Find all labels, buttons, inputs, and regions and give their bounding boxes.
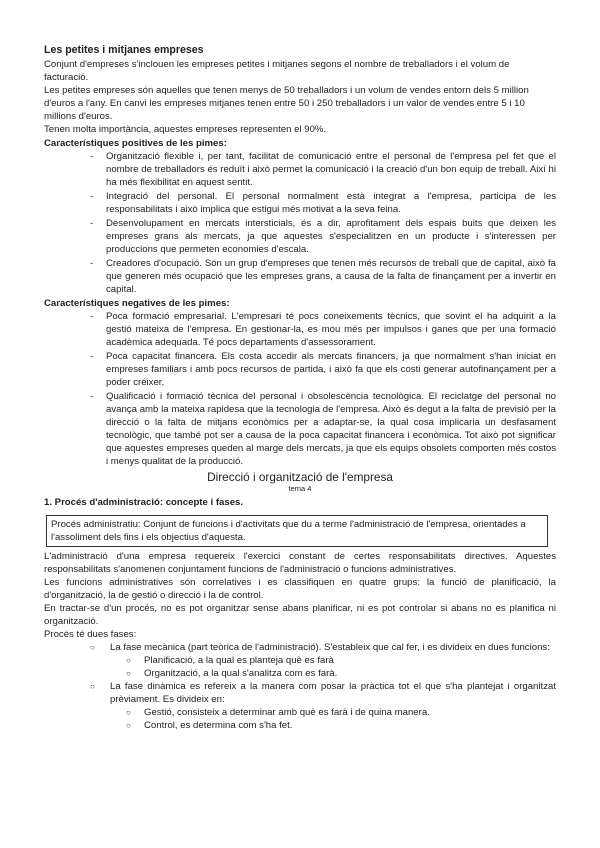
sub-item: ○ Control, es determina com s'ha fet. <box>44 719 556 732</box>
sub-item: ○ Organització, a la qual s'analitza com es farà. <box>44 667 556 680</box>
intro-paragraph: Conjunt d'empreses s'inclouen les empreses petites i mitjanes segons el nombre de treballadors i el volum de facturació. <box>44 59 510 83</box>
chapter-subtitle: tema 4 <box>288 484 312 493</box>
definition-box <box>46 515 548 547</box>
list-item: - Organització flexible i, per tant, facilitat de comunicació entre el personal de l'empresa pel fet que el nombre de treballadors és reduït i això permet la comunicació i la creació d'un bon equip de treball. Així hi ha més flexibilitat en aquest sentit. <box>44 150 556 189</box>
phase-item <box>44 641 556 680</box>
phase-sublist <box>110 654 556 680</box>
body-paragraph: Procés té dues fases: <box>44 629 137 640</box>
positives-list <box>44 150 556 296</box>
list-item: - Desenvolupament en mercats intersticials, és a dir, aprofitament dels espais buits que deixen les empreses grans als mercats, ja que aquestes s'especialitzen en un producte i s'interessen per produccions que permeten economies d'escala. <box>44 217 556 256</box>
sub-item: ○ Gestió, consisteix a determinar amb què es farà i de quina manera. <box>44 706 556 719</box>
positives-heading: Característiques positives de les pimes: <box>44 138 227 149</box>
phase-text: La fase dinàmica es refereix a la manera com posar la pràctica tot el que s'ha plantejat i organitzat prèviament. Es divideix en: <box>110 681 556 705</box>
list-item: - Poca formació empresarial. L'empresari té pocs coneixements tècnics, que sovint el ha adquirit a la gestió mateixa de l'empresa. En gestionar-la, es mou més per impulsos i ganes que per una formació acadèmica adequada. Té pocs departaments d'assessorament. <box>44 310 556 349</box>
body-paragraph: L'administració d'una empresa requereix l'exercici constant de certes responsabilitats directives. Aquestes responsabilitats s'anomenen conjuntament funcions de l'administració o funcions administratives. <box>44 551 556 575</box>
body-paragraph: En tractar-se d'un procés, no es pot organitzar sense abans planificar, ni es pot controlar si abans no es planifica ni organització. <box>44 603 556 627</box>
body-paragraph: Les funcions administratives són correlatives i es classifiquen en quatre grups: la funció de planificació, la d'organització, la de gestió o direcció i la de control. <box>44 577 556 601</box>
phase-sublist <box>110 706 556 732</box>
list-item: - Poca capacitat financera. Els costa accedir als mercats financers, ja que normalment s'han iniciat en empreses familiars i amb pocs recursos de partida, i això fa que els costi generar autofinançament per a poder créixer. <box>44 350 556 389</box>
sub-item: ○ Planificació, a la qual es planteja què es farà <box>44 654 556 667</box>
section-heading-pimes: Les petites i mitjanes empreses <box>44 44 204 56</box>
list-item: - Integració del personal. El personal normalment està integrat a l'empresa, participa de les responsabilitats i això implica que estigui més motivat a la seva feina. <box>44 190 556 216</box>
intro-paragraph: Tenen molta importància, aquestes empreses representen el 90%. <box>44 124 327 135</box>
negatives-list <box>44 310 556 468</box>
definition-text: Procés administratiu: Conjunt de funcions i d'activitats que du a terme l'administració de l'empresa, orientades a l'assoliment dels fins i els objectius d'aquesta. <box>51 519 526 543</box>
phase-item <box>44 680 556 732</box>
phases-list <box>44 641 556 732</box>
intro-block <box>44 58 556 136</box>
intro-paragraph: Les petites empreses són aquelles que tenen menys de 50 treballadors i un volum de vendes entorn dels 5 million d'euros a l'any. En canvi les empreses mitjanes tenen entre 50 i 250 treballadors i un valor de vendes entre 5 i 10 millions d'euros. <box>44 85 529 122</box>
chapter-title: Direcció i organització de l'empresa <box>207 470 393 484</box>
negatives-heading: Característiques negatives de les pimes: <box>44 298 230 309</box>
list-item: - Qualificació i formació tècnica del personal i obsolescència tecnològica. El reciclatge del personal no avança amb la mateixa rapidesa que la tecnologia de l'empresa. Això és degut a la falta de previsió per la direcció o la falta de mitjans econòmics per a adaptar-se, la qual cosa implicaria un desfasament tecnològic, que també pot ser a causa de la poca capacitat financera i econòmica. Tot això pot significar que aquestes empreses queden al marge dels mercats, ja que els equips obsolets comporten més costos i menys qualitat de la producció. <box>44 390 556 468</box>
phase-text: La fase mecànica (part teòrica de l'administració). S'estableix que cal fer, i es divideix en dues funcions: <box>110 642 550 653</box>
list-item: - Creadores d'ocupació. Són un grup d'empreses que tenen més recursos de treball que de capital, això fa que generen més ocupació que les empreses grans, a causa de la falta de finançament per a invertir en capital. <box>44 257 556 296</box>
section-title: 1. Procés d'administració: concepte i fases. <box>44 497 244 508</box>
